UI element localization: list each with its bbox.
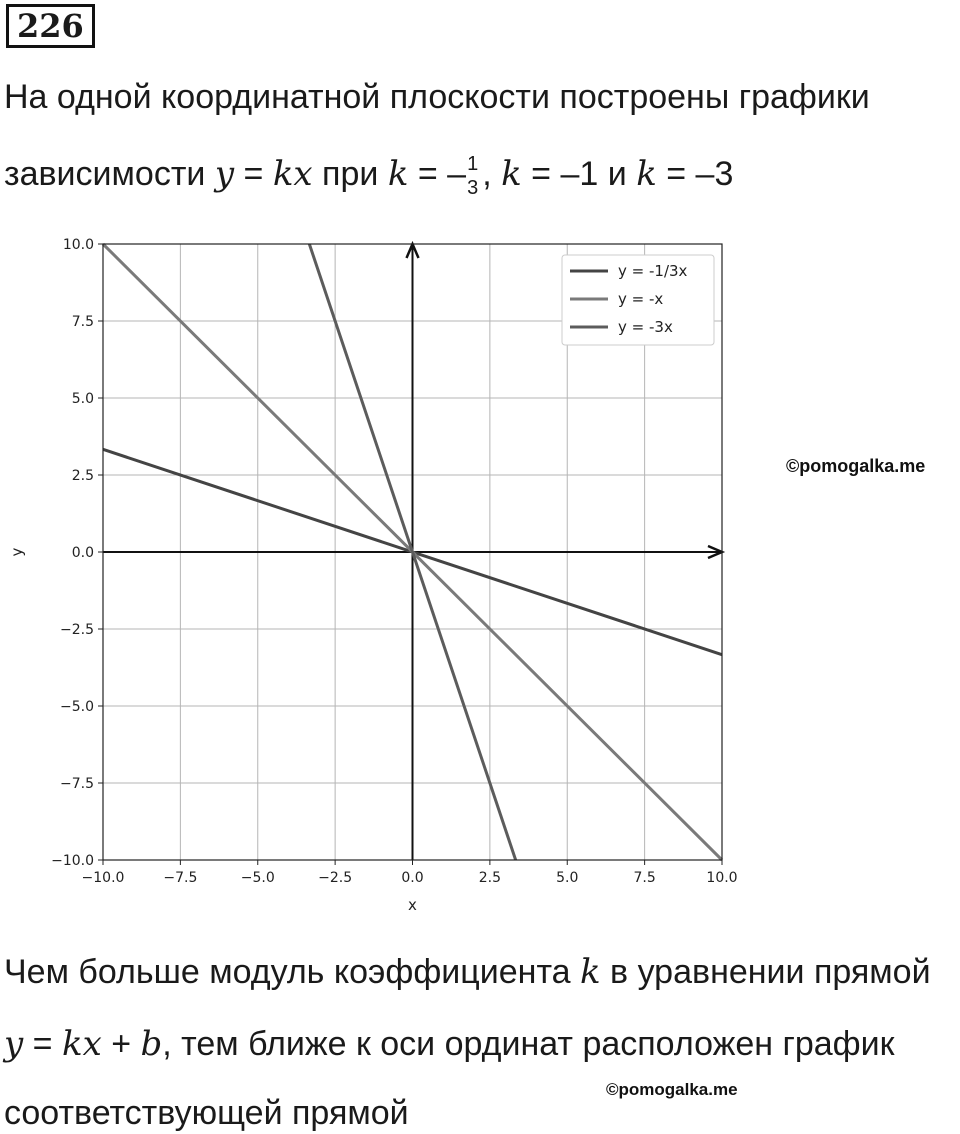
- legend-label: y = -1/3x: [618, 262, 688, 280]
- var-kx: kx: [61, 1024, 102, 1064]
- legend-label: y = -3x: [618, 318, 673, 336]
- equals-sign: = –: [408, 154, 467, 193]
- watermark: ©pomogalka.me: [786, 456, 926, 476]
- var-y: y: [214, 153, 235, 194]
- x-tick-label: 2.5: [478, 870, 502, 886]
- intro-line-2: [4, 152, 733, 200]
- intro-line-1: На одной координатной плоскости построены графики: [4, 78, 870, 116]
- conclusion-text: Чем больше модуль коэффициента: [4, 953, 580, 991]
- var-k: k: [387, 153, 409, 194]
- equals-sign: = –1 и: [521, 154, 637, 193]
- x-tick-label: −10.0: [81, 870, 125, 886]
- conclusion-line-3: соответствующей прямой: [4, 1094, 409, 1132]
- fraction-numerator: 1: [467, 153, 479, 175]
- fraction-denominator: 3: [467, 177, 479, 199]
- plus-sign: +: [101, 1025, 141, 1063]
- var-k: k: [636, 153, 657, 194]
- y-tick-label: 10.0: [62, 237, 94, 253]
- y-tick-label: −10.0: [51, 853, 94, 869]
- line-chart: [0, 225, 960, 925]
- y-tick-label: −5.0: [60, 699, 94, 715]
- legend-label: y = -x: [618, 290, 664, 308]
- x-axis-label: x: [408, 896, 417, 914]
- conclusion-line-1: [4, 952, 931, 992]
- y-tick-label: 2.5: [71, 468, 94, 484]
- problem-number: 226: [6, 4, 95, 48]
- comma: ,: [482, 154, 502, 193]
- conclusion-line-2: [4, 1024, 895, 1064]
- conclusion-text: в уравнении прямой: [600, 953, 931, 991]
- fraction-one-third: [467, 152, 478, 200]
- watermark: ©pomogalka.me: [606, 1080, 738, 1099]
- var-y: y: [4, 1024, 24, 1064]
- equals-sign: =: [23, 1025, 62, 1063]
- conclusion-text: , тем ближе к оси ординат расположен график: [162, 1025, 895, 1063]
- y-tick-label: −7.5: [60, 776, 94, 792]
- x-tick-label: 0.0: [401, 870, 424, 886]
- y-tick-label: 7.5: [71, 314, 94, 330]
- intro-text: при: [312, 154, 388, 193]
- x-tick-label: 10.0: [706, 870, 738, 886]
- y-tick-label: 5.0: [71, 391, 94, 407]
- y-tick-label: −2.5: [60, 622, 94, 638]
- equals-sign: = –3: [656, 154, 734, 193]
- var-k: k: [580, 952, 601, 992]
- equals-sign: =: [234, 154, 273, 193]
- var-b: b: [140, 1024, 163, 1064]
- y-tick-label: 0.0: [71, 545, 94, 561]
- intro-text: зависимости: [4, 154, 215, 193]
- var-kx: kx: [272, 153, 313, 194]
- x-tick-label: −7.5: [163, 870, 198, 886]
- y-axis-label: y: [8, 547, 26, 557]
- x-tick-label: 7.5: [633, 870, 656, 886]
- x-tick-label: −5.0: [240, 870, 275, 886]
- var-k: k: [501, 153, 522, 194]
- x-tick-label: −2.5: [318, 870, 353, 886]
- x-tick-label: 5.0: [556, 870, 579, 886]
